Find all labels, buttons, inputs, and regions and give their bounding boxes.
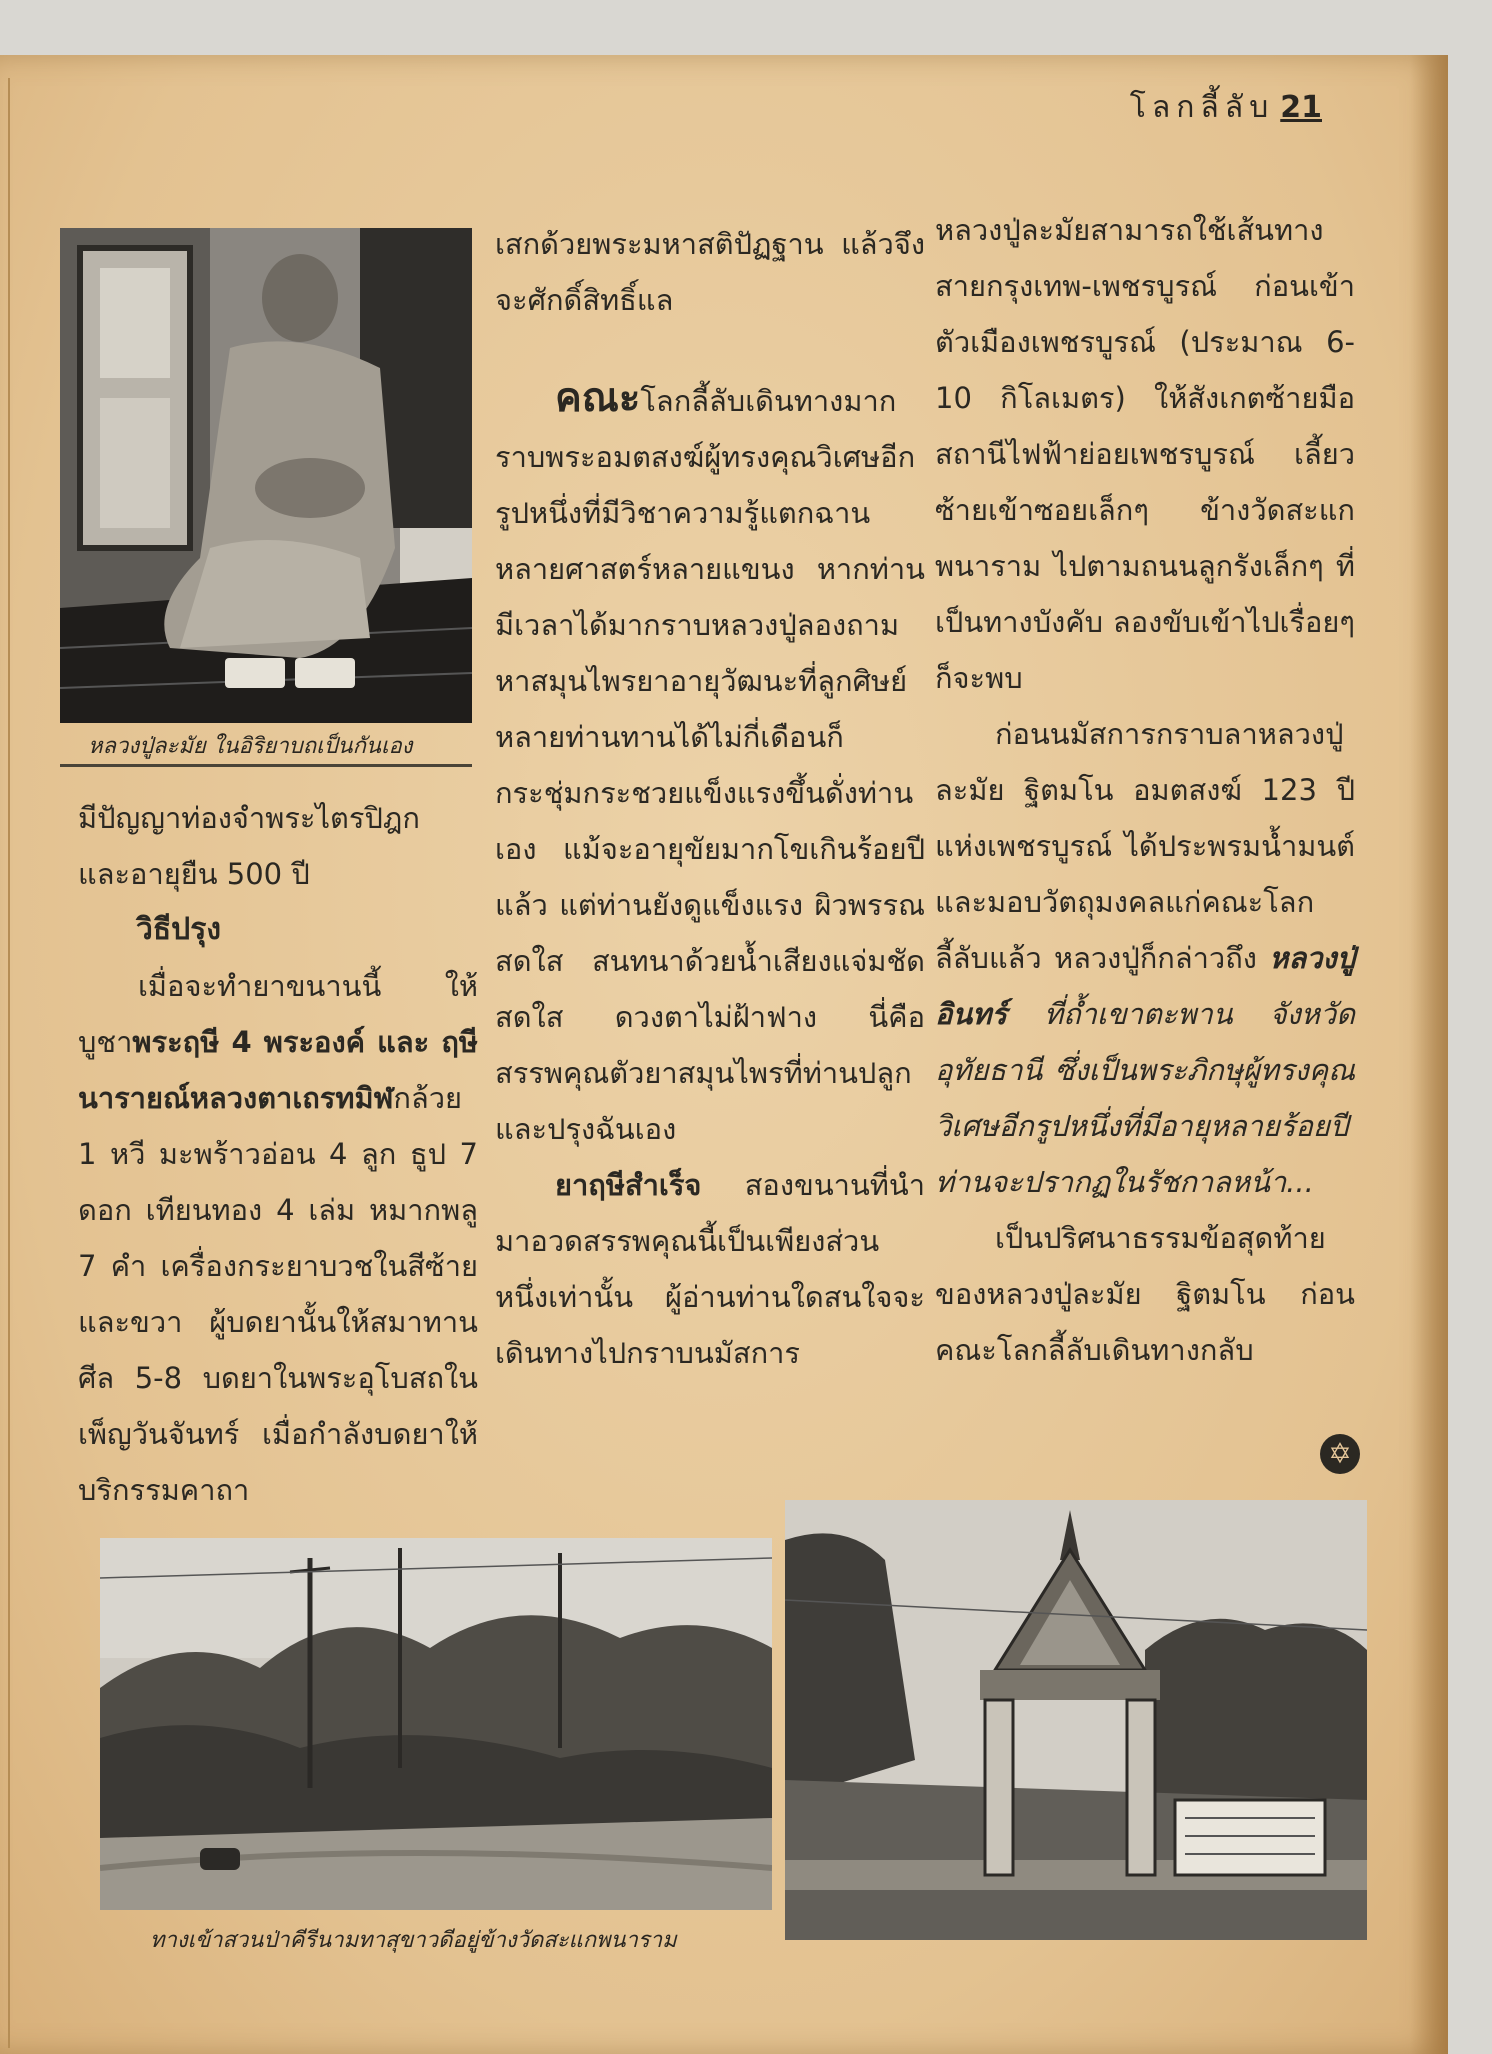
col3-p2-italic: ที่ถ้ำเขาตะพาน จังหวัดอุทัยธานี ซึ่งเป็นพระภิกษุผู้ทรงคุณวิเศษอีกรูปหนึ่งที่มีอายุหลายร้อยปี ท่านจะปรากฏในรัชกาลหน้า... <box>935 997 1355 1199</box>
col1-p2-bold: พระฤษี 4 พระองค์ และ ฤษีนารายณ์หลวงตาเถรทมิฬ <box>78 1025 478 1115</box>
page-spine <box>8 78 10 2048</box>
column-1 <box>78 790 478 1518</box>
col3-paragraph-1: หลวงปู่ละมัยสามารถใช้เส้นทางสายกรุงเทพ-เพชรบูรณ์ ก่อนเข้าตัวเมืองเพชรบูรณ์ (ประมาณ 6-10 กิโลเมตร) ให้สังเกตซ้ายมือสถานีไฟฟ้าย่อยเพชรบูรณ์ เลี้ยวซ้ายเข้าซอยเล็กๆ ข้างวัดสะแกพนาราม ไปตามถนนลูกรังเล็กๆ ที่เป็นทางบังคับ ลองขับเข้าไปเรื่อยๆ ก็จะพบ <box>935 213 1355 695</box>
col2-p3-bold: ยาฤษีสำเร็จ <box>555 1168 702 1202</box>
section-heading-preparation: วิธีปรุง <box>136 912 221 947</box>
column-3 <box>935 202 1355 1378</box>
col3-p2-bold: หลวงปู่อินทร์ <box>935 941 1355 1031</box>
running-header <box>1130 84 1322 131</box>
page-number: 21 <box>1280 90 1322 125</box>
monk-photo <box>60 228 472 723</box>
col2-p2-lead-word: คณะ <box>555 375 641 421</box>
column-2 <box>495 216 925 1381</box>
bottom-photo-caption: ทางเข้าสวนป่าคีรีนามทาสุขาวดีอยู่ข้างวัดสะแกพนาราม <box>150 1928 677 1953</box>
end-of-article-icon: ✡ <box>1320 1434 1360 1474</box>
road-photo <box>100 1538 772 1910</box>
col1-p2-lead: เมื่อจะทำยาขนานนี้ ให้บูชา <box>78 969 478 1059</box>
page-edge-shadow <box>1410 55 1448 2054</box>
col3-p2-lead: ก่อนนมัสการกราบลาหลวงปู่ละมัย ฐิตมโน อมตสงฆ์ 123 ปีแห่งเพชรบูรณ์ ได้ประพรมน้ำมนต์และมอบวัตถุมงคลแก่คณะโลกลี้ลับแล้ว หลวงปู่ก็กล่าวถึง <box>935 717 1355 975</box>
temple-gate-photo <box>785 1500 1367 1940</box>
col1-paragraph-2 <box>78 958 478 1518</box>
col1-p2-rest: กล้วย 1 หวี มะพร้าวอ่อน 4 ลูก ธูป 7 ดอก เทียนทอง 4 เล่ม หมากพลู 7 คำ เครื่องกระยาบวชในสีซ้ายและขวา ผู้บดยานั้นให้สมาทานศีล 5-8 บดยาในพระอุโบสถในเพ็ญวันจันทร์ เมื่อกำลังบดยาให้บริกรรมคาถา <box>78 1081 478 1507</box>
top-photo-caption: หลวงปู่ละมัย ในอิริยาบถเป็นกันเอง <box>88 734 413 759</box>
col3-paragraph-2 <box>935 706 1355 1210</box>
magazine-title: โลกลี้ลับ <box>1129 90 1275 125</box>
col2-paragraph-3 <box>495 1157 925 1381</box>
col3-paragraph-3: เป็นปริศนาธรรมข้อสุดท้ายของหลวงปู่ละมัย ฐิตมโน ก่อนคณะโลกลี้ลับเดินทางกลับ <box>935 1221 1355 1367</box>
col2-p2-rest: โลกลี้ลับเดินทางมากราบพระอมตสงฆ์ผู้ทรงคุณวิเศษอีกรูปหนึ่งที่มีวิชาความรู้แตกฉานหลายศาสตร์หลายแขนง หากท่านมีเวลาได้มากราบหลวงปู่ลองถามหาสมุนไพรยาอายุวัฒนะที่ลูกศิษย์หลายท่านทานได้ไม่กี่เดือนก็กระชุ่มกระชวยแข็งแรงขึ้นดั่งท่านเอง แม้จะอายุขัยมากโขเกินร้อยปีแล้ว แต่ท่านยังดูแข็งแรง ผิวพรรณสดใส สนทนาด้วยน้ำเสียงแจ่มชัดสดใส ดวงตาไม่ฝ้าฟาง นี่คือสรรพคุณตัวยาสมุนไพรที่ท่านปลูก และปรุงฉันเอง <box>495 384 925 1146</box>
caption-rule <box>60 764 472 767</box>
col2-p3-rest: สองขนานที่นำมาอวดสรรพคุณนี้เป็นเพียงส่วนหนึ่งเท่านั้น ผู้อ่านท่านใดสนใจจะเดินทางไปกราบนมัสการ <box>495 1168 925 1370</box>
col1-paragraph-1: มีปัญญาท่องจำพระไตรปิฎก และอายุยืน 500 ปี <box>78 801 420 891</box>
col2-paragraph-1: เสกด้วยพระมหาสติปัฏฐาน แล้วจึงจะศักดิ์สิทธิ์แล <box>495 227 925 317</box>
col2-paragraph-2 <box>495 370 925 1157</box>
